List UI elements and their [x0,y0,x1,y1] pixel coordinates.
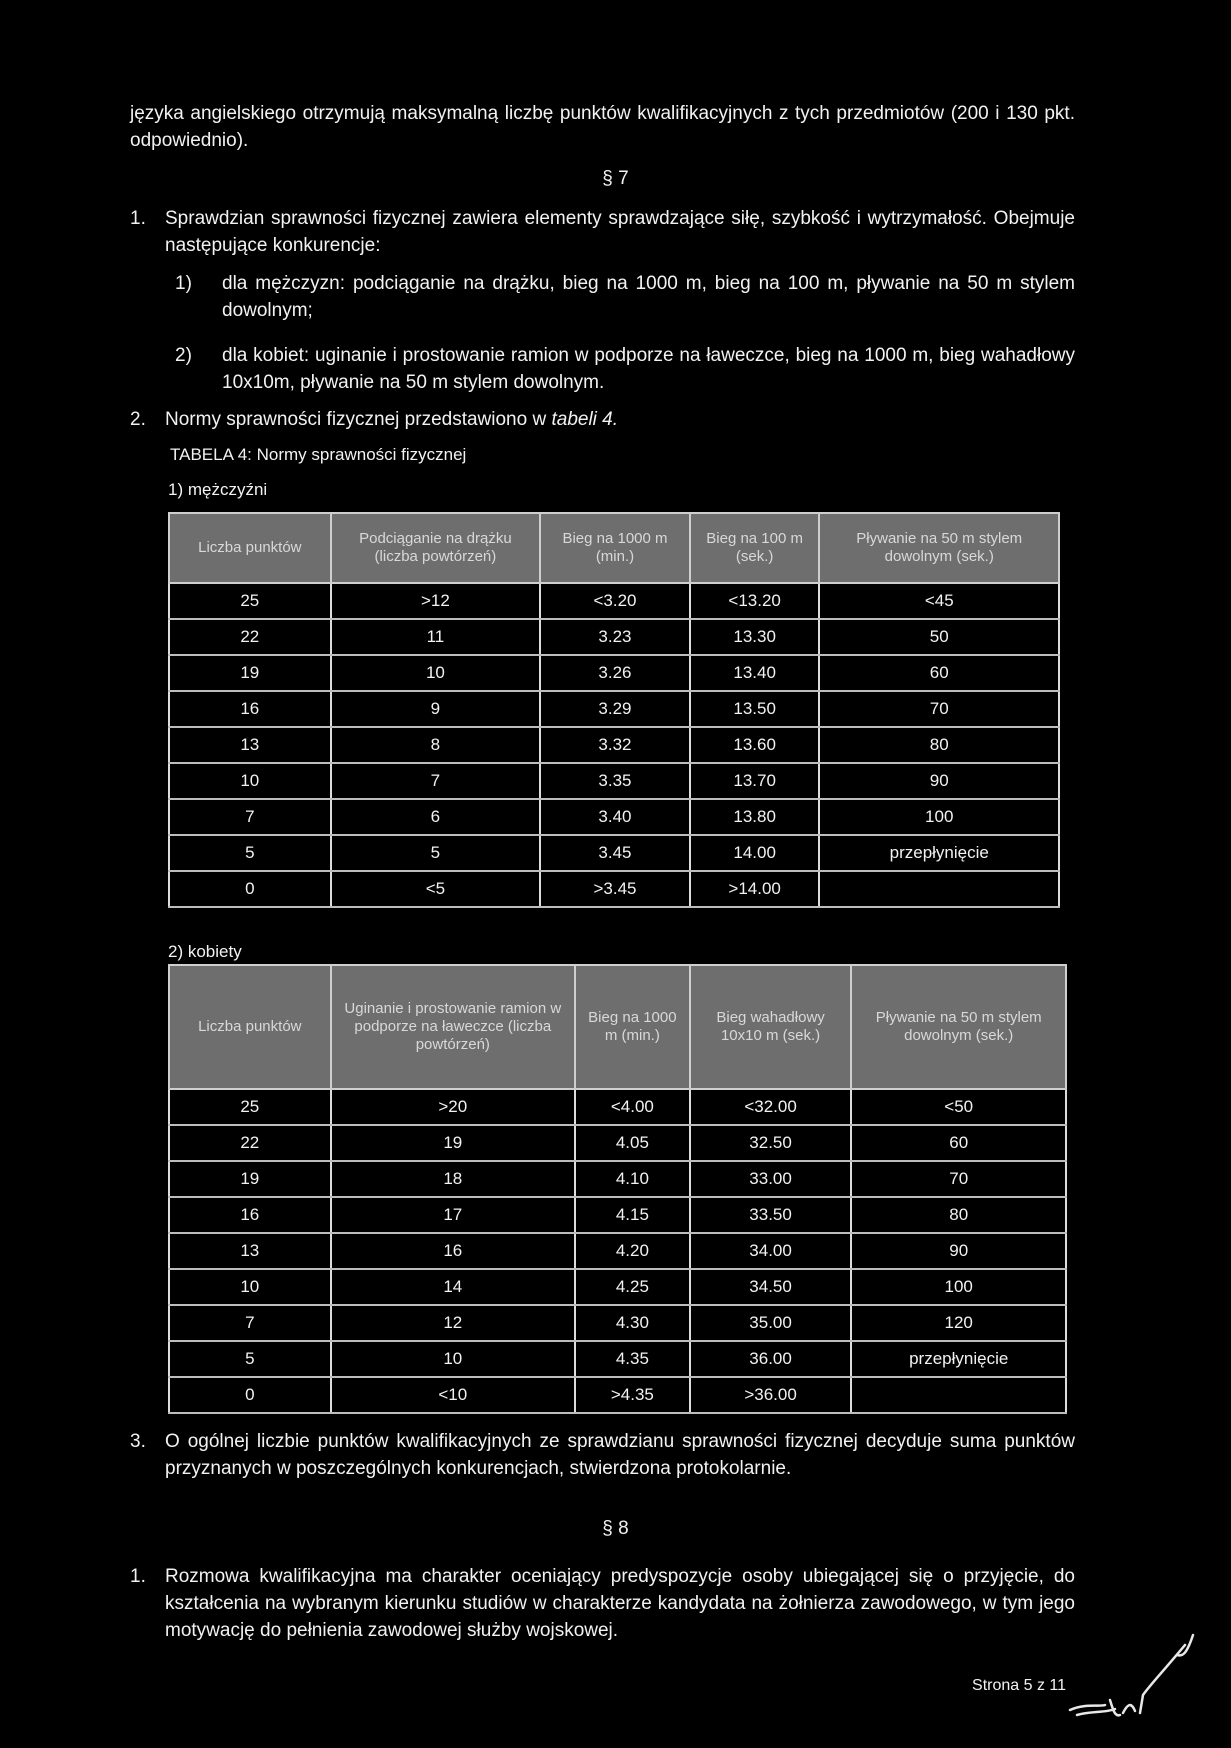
s7-p1-number: 1. [130,208,146,229]
women-table-cell: 32.50 [690,1125,852,1161]
women-table-cell: 100 [851,1269,1066,1305]
women-table-row [169,1161,1066,1197]
men-table-row [169,835,1059,871]
men-table-cell: 25 [169,583,331,619]
women-table-cell: 25 [169,1089,331,1125]
men-header-cell: Liczba punktów [169,513,331,583]
men-table-cell: >14.00 [690,871,820,907]
s7-p3-number: 3. [130,1431,146,1452]
handwritten-signature [1065,1615,1215,1725]
men-table-cell: 3.29 [540,691,690,727]
men-table-label: 1) mężczyźni [168,480,268,499]
women-table-cell: 4.35 [575,1341,690,1377]
women-table-cell: 5 [169,1341,331,1377]
women-table-cell: 7 [169,1305,331,1341]
women-table-cell: >20 [331,1089,575,1125]
women-header-cell: Bieg na 1000 m (min.) [575,965,690,1089]
intro-paragraph: języka angielskiego otrzymują maksymalną liczbę punktów kwalifikacyjnych z tych przedmiotów (200 i 130 pkt. odpowiednio). [130,103,1075,151]
men-table-cell: 13.70 [690,763,820,799]
women-table-cell: 10 [169,1269,331,1305]
s7-p3-text: O ogólnej liczbie punktów kwalifikacyjnych ze sprawdzianu sprawności fizycznej decyduje suma punktów przyznanych w poszczególnych konkurencjach, stwierdzona protokolarnie. [165,1431,1075,1479]
men-table-cell: 7 [169,799,331,835]
men-table-row [169,691,1059,727]
women-table-row [169,1377,1066,1413]
s7-item1-number: 1) [175,273,192,294]
women-table-cell: 33.50 [690,1197,852,1233]
women-table-header-row [169,965,1066,1089]
women-table-cell: przepłynięcie [851,1341,1066,1377]
men-table-cell: 5 [331,835,541,871]
men-table-cell: 3.23 [540,619,690,655]
men-table-cell: >12 [331,583,541,619]
men-header-cell: Bieg na 100 m (sek.) [690,513,820,583]
women-table-cell: <10 [331,1377,575,1413]
men-table-row [169,655,1059,691]
women-table-cell: 36.00 [690,1341,852,1377]
women-table-cell: 70 [851,1161,1066,1197]
men-table-cell: 13.60 [690,727,820,763]
s7-item1-text: dla mężczyzn: podciąganie na drążku, bieg na 1000 m, bieg na 100 m, pływanie na 50 m stylem dowolnym; [222,273,1075,321]
section-8-heading: § 8 [602,1518,629,1539]
men-table-cell: 70 [819,691,1059,727]
men-table-cell: 16 [169,691,331,727]
men-table-cell: 11 [331,619,541,655]
table-reference: tabeli 4. [551,409,619,430]
men-table-cell: 80 [819,727,1059,763]
women-header-cell: Bieg wahadłowy 10x10 m (sek.) [690,965,852,1089]
men-table-cell: <3.20 [540,583,690,619]
women-table-cell: 4.25 [575,1269,690,1305]
women-table-cell: 60 [851,1125,1066,1161]
men-table-row [169,583,1059,619]
women-table-cell: <50 [851,1089,1066,1125]
men-table-cell: 3.32 [540,727,690,763]
men-table-cell [819,871,1059,907]
women-table-row [169,1125,1066,1161]
men-table-cell: 5 [169,835,331,871]
women-table-cell: >4.35 [575,1377,690,1413]
men-table-row [169,871,1059,907]
men-table-row [169,727,1059,763]
men-table-cell: <5 [331,871,541,907]
men-table-cell: 13.30 [690,619,820,655]
women-table-cell: 4.05 [575,1125,690,1161]
men-table-cell: 10 [169,763,331,799]
women-table-cell: 14 [331,1269,575,1305]
men-table-cell: 13.40 [690,655,820,691]
men-table-cell: przepłynięcie [819,835,1059,871]
women-table-row [169,1089,1066,1125]
women-table-cell [851,1377,1066,1413]
women-table-cell: 4.10 [575,1161,690,1197]
women-table-cell: 34.50 [690,1269,852,1305]
men-table-row [169,799,1059,835]
men-table-row [169,763,1059,799]
women-table-row [169,1197,1066,1233]
women-table-cell: 18 [331,1161,575,1197]
men-table-cell: 8 [331,727,541,763]
men-norms-table [168,512,1060,908]
women-table-cell: 4.20 [575,1233,690,1269]
women-table-cell: 34.00 [690,1233,852,1269]
women-table-cell: 19 [169,1161,331,1197]
page-number: Strona 5 z 11 [972,1677,1066,1694]
s8-p1-text: Rozmowa kwalifikacyjna ma charakter oceniający predyspozycje osoby ubiegającej się o przyjęcie, do kształcenia na wybranym kierunku studiów w charakterze kandydata na żołnierza zawodowego, w tym jego motywację do pełnienia zawodowej służby wojskowej. [165,1566,1075,1641]
women-table-cell: 12 [331,1305,575,1341]
women-table-cell: 4.30 [575,1305,690,1341]
women-table-cell: >36.00 [690,1377,852,1413]
men-table-cell: 90 [819,763,1059,799]
women-table-cell: 22 [169,1125,331,1161]
women-norms-table [168,964,1067,1414]
women-table-row [169,1305,1066,1341]
men-table-cell: 13.50 [690,691,820,727]
men-table-cell: 100 [819,799,1059,835]
men-table-cell: 0 [169,871,331,907]
table-caption: TABELA 4: Normy sprawności fizycznej [170,445,467,464]
men-table-cell: 19 [169,655,331,691]
s7-item2-number: 2) [175,345,192,366]
men-table-cell: 13.80 [690,799,820,835]
men-table-cell: 3.26 [540,655,690,691]
men-table-row [169,619,1059,655]
women-table-cell: 10 [331,1341,575,1377]
men-table-cell: 14.00 [690,835,820,871]
women-table-label: 2) kobiety [168,942,242,961]
women-table-row [169,1269,1066,1305]
s7-p2-text [165,406,1075,433]
women-table-cell: 13 [169,1233,331,1269]
women-table-cell: 80 [851,1197,1066,1233]
men-table-cell: 3.40 [540,799,690,835]
women-table-cell: 0 [169,1377,331,1413]
women-table-cell: 16 [331,1233,575,1269]
women-table-cell: 17 [331,1197,575,1233]
women-table-cell: <4.00 [575,1089,690,1125]
women-table-cell: 33.00 [690,1161,852,1197]
men-table-cell: 50 [819,619,1059,655]
women-table-cell: 90 [851,1233,1066,1269]
men-table-cell: 7 [331,763,541,799]
section-7-heading: § 7 [602,168,629,189]
men-table-cell: 10 [331,655,541,691]
men-table-cell: <13.20 [690,583,820,619]
women-table-cell: 120 [851,1305,1066,1341]
women-header-cell: Pływanie na 50 m stylem dowolnym (sek.) [851,965,1066,1089]
women-table-cell: <32.00 [690,1089,852,1125]
men-table-cell: 9 [331,691,541,727]
men-table-cell: 3.45 [540,835,690,871]
men-header-cell: Pływanie na 50 m stylem dowolnym (sek.) [819,513,1059,583]
men-header-cell: Bieg na 1000 m (min.) [540,513,690,583]
women-header-cell: Uginanie i prostowanie ramion w podporze na ławeczce (liczba powtórzeń) [331,965,575,1089]
women-table-cell: 35.00 [690,1305,852,1341]
s7-p1-text: Sprawdzian sprawności fizycznej zawiera elementy sprawdzające siłę, szybkość i wytrzymałość. Obejmuje następujące konkurencje: [165,208,1075,256]
s7-item2-text: dla kobiet: uginanie i prostowanie ramion w podporze na ławeczce, bieg na 1000 m, bieg wahadłowy 10x10m, pływanie na 50 m stylem dowolnym. [222,345,1075,393]
s7-p2-number: 2. [130,409,146,430]
women-table-row [169,1233,1066,1269]
men-table-cell: 6 [331,799,541,835]
men-table-cell: 60 [819,655,1059,691]
s8-p1-number: 1. [130,1566,146,1587]
women-table-row [169,1341,1066,1377]
s7-p2-text-main: Normy sprawności fizycznej przedstawiono w [165,409,552,430]
men-table-cell: 22 [169,619,331,655]
men-table-cell: >3.45 [540,871,690,907]
women-table-cell: 4.15 [575,1197,690,1233]
men-table-cell: <45 [819,583,1059,619]
men-table-cell: 3.35 [540,763,690,799]
men-header-cell: Podciąganie na drążku (liczba powtórzeń) [331,513,541,583]
men-table-cell: 13 [169,727,331,763]
men-table-header-row [169,513,1059,583]
women-header-cell: Liczba punktów [169,965,331,1089]
women-table-cell: 16 [169,1197,331,1233]
women-table-cell: 19 [331,1125,575,1161]
